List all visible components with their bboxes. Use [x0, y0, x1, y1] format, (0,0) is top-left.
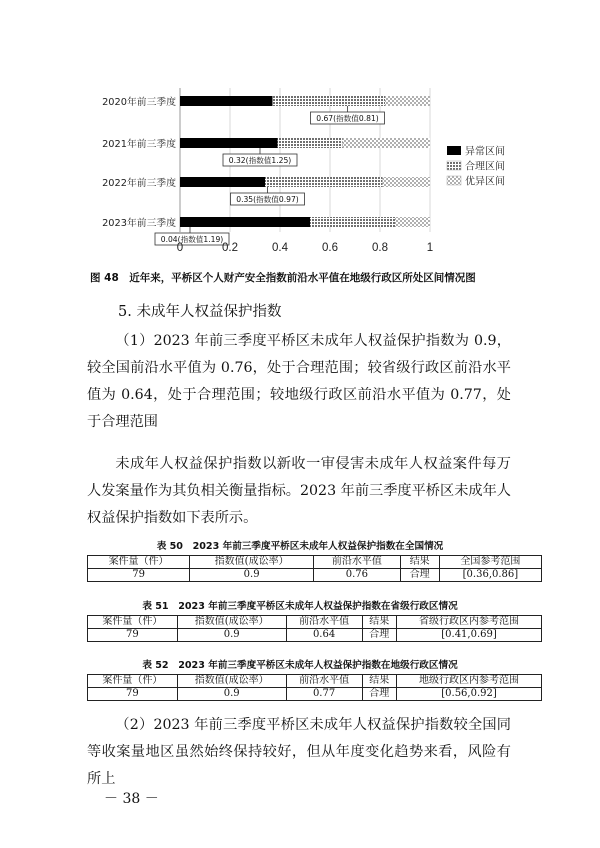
gridlines	[180, 88, 430, 232]
table-row	[88, 629, 542, 642]
header-cell: 省级行政区内参考范围	[397, 616, 542, 629]
section-title: 5. 未成年人权益保护指数	[118, 304, 282, 320]
x-tick-label: 1	[426, 242, 434, 254]
bar-segment-solid	[180, 217, 310, 227]
header-cell: 全国参考范围	[439, 556, 541, 569]
table-cell: 0.76	[314, 569, 400, 582]
legend-swatch	[447, 176, 461, 185]
paragraph-2	[87, 451, 511, 532]
header-cell: 案件量（件）	[88, 616, 178, 629]
legend-label: 异常区间	[465, 146, 505, 158]
legend-label: 合理区间	[465, 161, 505, 173]
bar-segment-grid	[310, 217, 395, 227]
header-cell: 指数值(成讼率）	[177, 616, 286, 629]
header-cell: 案件量（件）	[88, 675, 178, 688]
table-header-row	[88, 556, 542, 569]
table-cell: 0.64	[286, 629, 362, 642]
bar-segment-solid	[180, 138, 278, 148]
x-tick-label: 0.8	[372, 242, 388, 254]
header-cell: 前沿水平值	[286, 616, 362, 629]
table-cell: 0.77	[286, 688, 362, 701]
table-52-caption: 表 52 2023 年前三季度平桥区未成年人权益保护指数在地级行政区情况	[142, 660, 458, 671]
table-cell: [0.41,0.69]	[397, 629, 542, 642]
header-cell: 结果	[400, 556, 439, 569]
table-52	[87, 674, 542, 701]
table-50-caption: 表 50 2023 年前三季度平桥区未成年人权益保护指数在全国情况	[156, 541, 444, 552]
table-51	[87, 615, 542, 642]
x-tick-label: 0	[176, 242, 184, 254]
legend-swatch	[447, 146, 461, 155]
paragraph-3	[87, 712, 511, 793]
annotation-label: 0.35(指数值0.97)	[236, 195, 299, 204]
header-cell: 指数值(成讼率）	[190, 556, 314, 569]
category-label: 2023年前三季度	[102, 218, 176, 229]
header-cell: 结果	[362, 675, 397, 688]
bar-segment-grid	[273, 96, 386, 106]
paragraph-1	[87, 328, 511, 436]
interval-chart	[0, 0, 600, 265]
bar-segment-solid	[180, 96, 273, 106]
table-cell: 0.9	[190, 569, 314, 582]
header-cell: 前沿水平值	[314, 556, 400, 569]
paragraph-3-text: （2）2023 年前三季度平桥区未成年人权益保护指数较全国同等收案量地区虽然始终保持较好，但从年度变化趋势来看，风险有所上	[87, 717, 511, 787]
legend	[447, 145, 505, 188]
category-label: 2021年前三季度	[102, 139, 176, 150]
bar-segment-grid	[265, 177, 383, 187]
table-row	[88, 569, 542, 582]
category-label: 2020年前三季度	[102, 97, 176, 108]
header-cell: 案件量（件）	[88, 556, 190, 569]
x-tick-label: 0.2	[222, 242, 238, 254]
table-header-row	[88, 675, 542, 688]
bars	[180, 96, 430, 227]
table-51-caption: 表 51 2023 年前三季度平桥区未成年人权益保护指数在省级行政区情况	[142, 601, 458, 612]
annotation-label: 0.04(指数值1.19)	[160, 235, 224, 244]
legend-swatch	[447, 161, 461, 170]
table-cell: [0.56,0.92]	[397, 688, 542, 701]
header-cell: 地级行政区内参考范围	[397, 675, 542, 688]
paragraph-1-text: （1）2023 年前三季度平桥区未成年人权益保护指数为 0.9，较全国前沿水平值为 0.76，处于合理范围；较省级行政区前沿水平值为 0.64，处于合理范围；较地级行政区前沿水平值为 0.77，处于合理范围	[87, 333, 511, 430]
table-cell: 0.9	[177, 629, 286, 642]
table-header-row	[88, 616, 542, 629]
bar-segment-checker	[395, 217, 430, 227]
category-label: 2022年前三季度	[102, 178, 176, 189]
x-tick-label: 0.6	[322, 242, 338, 254]
bar-segment-grid	[278, 138, 343, 148]
bar-segment-checker	[383, 177, 431, 187]
header-cell: 结果	[362, 616, 397, 629]
bar-segment-checker	[343, 138, 431, 148]
table-cell: 合理	[362, 629, 397, 642]
header-cell: 前沿水平值	[286, 675, 362, 688]
table-cell: 79	[88, 688, 178, 701]
page-number: － 38 －	[104, 791, 159, 807]
bar-segment-solid	[180, 177, 265, 187]
x-tick-label: 0.4	[272, 242, 288, 254]
table-cell: 0.9	[177, 688, 286, 701]
header-cell: 指数值(成讼率）	[177, 675, 286, 688]
figure-caption: 图 48 近年来，平桥区个人财产安全指数前沿水平值在地级行政区所处区间情况图	[90, 272, 476, 284]
table-cell: 合理	[362, 688, 397, 701]
annotation-label: 0.67(指数值0.81)	[316, 114, 379, 123]
bar-segment-checker	[385, 96, 430, 106]
annotation-label: 0.32(指数值1.25)	[228, 156, 292, 165]
legend-label: 优异区间	[465, 176, 505, 188]
table-50	[87, 555, 542, 582]
category-labels	[102, 95, 176, 229]
table-row	[88, 688, 542, 701]
table-cell: 79	[88, 629, 178, 642]
table-cell: 合理	[400, 569, 439, 582]
paragraph-2-text: 未成年人权益保护指数以新收一审侵害未成年人权益案件每万人发案量作为其负相关衡量指标。2023 年前三季度平桥区未成年人权益保护指数如下表所示。	[87, 456, 511, 526]
table-cell: 79	[88, 569, 190, 582]
table-cell: [0.36,0.86]	[439, 569, 541, 582]
